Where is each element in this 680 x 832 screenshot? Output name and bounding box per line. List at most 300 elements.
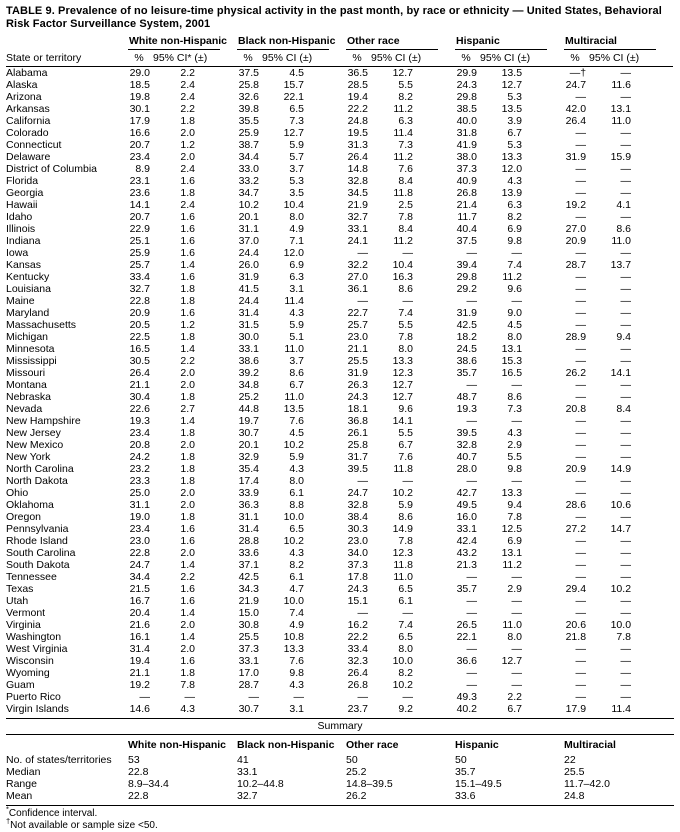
summary-value: 25.5 <box>564 766 585 778</box>
summary-value: 11.7–42.0 <box>564 778 610 790</box>
table-title: TABLE 9. Prevalence of no leisure-time physical activity in the past month, by race or ethnicity — United States, Behavioral Risk Factor Surveillance System, 2001 <box>6 5 662 30</box>
table-row <box>6 199 673 211</box>
percent-value: — <box>575 175 587 187</box>
ci-value: — <box>620 607 632 619</box>
ci-value: 2.2 <box>180 67 195 79</box>
table-row <box>6 523 673 535</box>
percent-value: 17.9 <box>129 115 150 127</box>
ci-value: 5.9 <box>289 139 305 151</box>
ci-value: 1.4 <box>180 343 195 355</box>
percent-value: 19.4 <box>347 91 369 103</box>
ci-value: 3.9 <box>507 115 523 127</box>
percent-value: 26.4 <box>347 667 369 679</box>
footnote-confidence-interval <box>6 804 674 820</box>
ci-value: 15.9 <box>610 151 632 163</box>
ci-value: 11.8 <box>393 463 414 475</box>
ci-value: 15.3 <box>501 355 523 367</box>
percent-value: 19.3 <box>129 415 150 427</box>
footnotes <box>6 804 674 832</box>
ci-value: 1.6 <box>180 595 195 607</box>
summary-table <box>6 737 673 802</box>
percent-value: 19.8 <box>129 91 150 103</box>
ci-value: 16.3 <box>392 271 414 283</box>
summary-section-label: Summary <box>6 718 674 735</box>
percent-value: 24.7 <box>129 559 150 571</box>
ci-value: 11.0 <box>284 343 305 355</box>
percent-value: 42.7 <box>456 487 478 499</box>
ci-value: 5.9 <box>289 319 305 331</box>
percent-value: — <box>575 271 587 283</box>
percent-value: 20.5 <box>129 319 150 331</box>
ci-value: 11.8 <box>393 559 414 571</box>
percent-value: 25.1 <box>129 235 150 247</box>
percent-value: 24.8 <box>347 115 369 127</box>
group-header-other-race <box>346 35 455 50</box>
ci-value: 8.4 <box>616 403 632 415</box>
table-row <box>6 355 673 367</box>
ci-value: — <box>620 427 632 439</box>
ci-value: 7.4 <box>289 607 305 619</box>
summary-row <box>6 754 673 766</box>
percent-value: 23.0 <box>347 535 369 547</box>
ci-value: — <box>511 571 523 583</box>
percent-value: 24.7 <box>347 487 369 499</box>
percent-value: 19.0 <box>129 511 150 523</box>
table-row <box>6 619 673 631</box>
percent-value: 20.9 <box>565 463 587 475</box>
percent-value: 16.5 <box>129 343 150 355</box>
summary-value: 33.1 <box>237 766 258 778</box>
ci-value: 8.6 <box>616 223 632 235</box>
ci-value: — <box>620 67 632 79</box>
ci-value: 12.3 <box>392 547 414 559</box>
group-header-label: White non-Hispanic <box>128 35 220 50</box>
percent-value: 21.1 <box>347 343 369 355</box>
percent-value: — <box>575 427 587 439</box>
ci-value: 5.5 <box>398 79 414 91</box>
state-name: Vermont <box>6 607 46 619</box>
percent-value: — <box>575 607 587 619</box>
ci-value: 4.1 <box>616 199 632 211</box>
ci-value: 1.4 <box>180 415 195 427</box>
table-row <box>6 139 673 151</box>
percent-value: — <box>575 667 587 679</box>
ci-value: — <box>620 343 632 355</box>
ci-value: 14.9 <box>610 463 632 475</box>
summary-value: 24.8 <box>564 790 585 802</box>
ci-value: — <box>620 391 632 403</box>
ci-value: — <box>620 643 632 655</box>
percent-value: 20.1 <box>238 211 259 223</box>
state-name: Wisconsin <box>6 655 54 667</box>
ci-value: 13.3 <box>501 151 523 163</box>
state-name: Colorado <box>6 127 49 139</box>
table-row <box>6 667 673 679</box>
ci-value: 15.7 <box>283 79 305 91</box>
ci-value: 2.4 <box>180 199 195 211</box>
ci-value: — <box>620 667 632 679</box>
state-name: Guam <box>6 679 35 691</box>
percent-value: 31.4 <box>238 307 259 319</box>
state-name: District of Columbia <box>6 163 98 175</box>
state-name: Massachusetts <box>6 319 77 331</box>
ci-value: 13.3 <box>283 643 305 655</box>
table-row <box>6 367 673 379</box>
ci-value: 4.3 <box>180 703 195 715</box>
ci-value: 12.7 <box>501 655 523 667</box>
percent-value: 33.2 <box>238 175 259 187</box>
table-row <box>6 583 673 595</box>
percent-value: 32.7 <box>347 211 369 223</box>
state-name: West Virginia <box>6 643 68 655</box>
percent-value: 34.4 <box>129 571 150 583</box>
ci-value: 1.4 <box>180 607 195 619</box>
percent-value: 29.9 <box>456 67 478 79</box>
percent-value: 37.0 <box>238 235 259 247</box>
ci-value: 9.6 <box>507 283 523 295</box>
percent-value: 21.9 <box>347 199 369 211</box>
percent-value: 20.7 <box>129 211 150 223</box>
column-header-row <box>6 50 673 67</box>
ci-value: 10.4 <box>283 199 305 211</box>
ci-value: — <box>620 271 632 283</box>
ci-value: 2.2 <box>180 103 195 115</box>
ci-value: — <box>620 247 632 259</box>
ci-value: 13.9 <box>501 187 523 199</box>
percent-value: 23.4 <box>129 427 150 439</box>
ci-value: 13.7 <box>610 259 632 271</box>
state-name: Pennsylvania <box>6 523 69 535</box>
state-name: Mississippi <box>6 355 57 367</box>
state-name: Washington <box>6 631 62 643</box>
ci-value: 12.7 <box>392 67 414 79</box>
percent-value: 32.3 <box>347 655 369 667</box>
footnote-marker: * <box>6 804 9 814</box>
percent-value: — <box>575 319 587 331</box>
ci-value: — <box>620 595 632 607</box>
percent-value: 16.1 <box>129 631 150 643</box>
ci-value: 14.7 <box>610 523 632 535</box>
percent-value: 24.3 <box>347 391 369 403</box>
percent-value: — <box>575 691 587 703</box>
table-row <box>6 187 673 199</box>
percent-value: 36.3 <box>238 499 259 511</box>
ci-value: — <box>620 163 632 175</box>
percent-value: 22.5 <box>129 331 150 343</box>
percent-value: 28.7 <box>565 259 587 271</box>
percent-value: — <box>575 163 587 175</box>
percent-value: — <box>575 211 587 223</box>
ci-column-header: 95% CI (±) <box>586 50 673 67</box>
table-row <box>6 379 673 391</box>
state-name: Virgin Islands <box>6 703 69 715</box>
percent-value: 22.8 <box>129 547 150 559</box>
percent-value: 18.2 <box>456 331 478 343</box>
percent-value: 38.6 <box>456 355 478 367</box>
ci-value: 12.5 <box>501 523 523 535</box>
ci-value: 2.4 <box>180 91 195 103</box>
ci-value: 6.5 <box>289 523 305 535</box>
table-row <box>6 307 673 319</box>
percent-value: 18.1 <box>347 403 369 415</box>
percent-value: — <box>575 247 587 259</box>
table-row <box>6 259 673 271</box>
ci-value: 2.4 <box>180 79 195 91</box>
ci-value: 8.2 <box>289 559 305 571</box>
footnote-not-available <box>6 816 674 832</box>
ci-value: 13.1 <box>610 103 632 115</box>
table-row <box>6 211 673 223</box>
state-name: Idaho <box>6 211 33 223</box>
percent-value: 21.8 <box>565 631 587 643</box>
ci-value: 10.2 <box>392 487 414 499</box>
percent-value: 36.1 <box>347 283 369 295</box>
percent-value: 19.3 <box>456 403 478 415</box>
percent-value: 28.9 <box>565 331 587 343</box>
percent-value: 37.3 <box>347 559 369 571</box>
percent-value: 23.3 <box>129 475 150 487</box>
percent-value: 33.1 <box>238 655 259 667</box>
percent-value: 29.8 <box>456 91 478 103</box>
state-name: North Carolina <box>6 463 74 475</box>
percent-value: 32.2 <box>347 259 369 271</box>
ci-value: 6.7 <box>507 127 523 139</box>
percent-value: 25.7 <box>347 319 369 331</box>
summary-group-header-hispanic: Hispanic <box>455 739 499 751</box>
percent-value: — <box>575 475 587 487</box>
percent-value: —† <box>569 67 587 79</box>
percent-value: 21.5 <box>129 583 150 595</box>
ci-value: 8.6 <box>507 391 523 403</box>
percent-value: 23.4 <box>129 151 150 163</box>
percent-value: 34.4 <box>238 151 259 163</box>
percent-value: 39.8 <box>238 103 259 115</box>
ci-value: — <box>620 379 632 391</box>
ci-value: 2.0 <box>180 619 195 631</box>
percent-value: 40.0 <box>456 115 478 127</box>
summary-value: 50 <box>346 754 358 766</box>
ci-value: 10.8 <box>283 631 305 643</box>
percent-value: — <box>575 127 587 139</box>
ci-value: 5.7 <box>289 151 305 163</box>
ci-value: — <box>511 379 523 391</box>
percent-value: 29.4 <box>565 583 587 595</box>
percent-value: 33.9 <box>238 487 259 499</box>
ci-value: 3.7 <box>289 163 305 175</box>
table-row <box>6 535 673 547</box>
table-row <box>6 691 673 703</box>
percent-value: 21.4 <box>456 199 478 211</box>
percent-value: 26.2 <box>565 367 587 379</box>
ci-value: 5.9 <box>398 499 414 511</box>
footnote-text: Confidence interval. <box>8 808 98 819</box>
ci-value: 5.5 <box>398 319 414 331</box>
ci-value: 12.3 <box>392 367 414 379</box>
ci-value: 7.4 <box>507 259 523 271</box>
percent-value: 22.2 <box>347 103 369 115</box>
table-row <box>6 499 673 511</box>
state-name: Puerto Rico <box>6 691 61 703</box>
table-row <box>6 439 673 451</box>
percent-column-header: % <box>237 50 259 67</box>
percent-value: 35.5 <box>238 115 259 127</box>
percent-value: 39.2 <box>238 367 259 379</box>
percent-value: — <box>139 691 150 703</box>
percent-value: 25.5 <box>347 355 369 367</box>
percent-value: — <box>357 295 369 307</box>
ci-value: 1.6 <box>180 247 195 259</box>
table-body <box>6 67 673 716</box>
ci-value: 11.2 <box>393 235 414 247</box>
ci-value: 10.2 <box>392 679 414 691</box>
percent-value: 31.4 <box>238 523 259 535</box>
ci-value: 8.0 <box>507 331 523 343</box>
percent-value: 36.8 <box>347 415 369 427</box>
ci-value: 10.0 <box>610 619 632 631</box>
ci-value: 13.1 <box>501 547 523 559</box>
ci-value: — <box>620 655 632 667</box>
state-name: Oklahoma <box>6 499 54 511</box>
percent-value: 24.2 <box>129 451 150 463</box>
percent-value: — <box>575 439 587 451</box>
percent-value: 16.2 <box>347 619 369 631</box>
summary-row <box>6 766 673 778</box>
percent-value: 39.5 <box>347 463 369 475</box>
ci-value: — <box>184 691 195 703</box>
percent-value: 25.9 <box>238 127 259 139</box>
ci-value: 2.0 <box>180 547 195 559</box>
percent-value: 30.8 <box>238 619 259 631</box>
group-header-black-non-hispanic <box>237 35 346 50</box>
ci-value: 4.3 <box>507 427 523 439</box>
percent-value: — <box>575 91 587 103</box>
state-name: Rhode Island <box>6 535 68 547</box>
ci-value: 11.4 <box>611 703 632 715</box>
percent-value: — <box>575 343 587 355</box>
percent-value: 30.0 <box>238 331 259 343</box>
ci-value: 4.3 <box>289 547 305 559</box>
ci-value: 2.0 <box>180 487 195 499</box>
ci-value: 1.6 <box>180 235 195 247</box>
percent-value: 41.9 <box>456 139 478 151</box>
ci-value: — <box>620 295 632 307</box>
state-name: New Jersey <box>6 427 61 439</box>
ci-value: 9.2 <box>398 703 414 715</box>
ci-value: 1.8 <box>180 511 195 523</box>
state-name: Ohio <box>6 487 29 499</box>
ci-value: 4.9 <box>289 619 305 631</box>
percent-value: 35.7 <box>456 583 478 595</box>
state-name: South Dakota <box>6 559 70 571</box>
percent-value: — <box>575 295 587 307</box>
percent-value: 27.2 <box>565 523 587 535</box>
percent-value: 37.3 <box>238 643 259 655</box>
state-name: Oregon <box>6 511 42 523</box>
ci-value: 7.3 <box>289 115 305 127</box>
state-name: Missouri <box>6 367 46 379</box>
table-row <box>6 163 673 175</box>
ci-value: — <box>620 127 632 139</box>
ci-value: 1.8 <box>180 331 195 343</box>
percent-value: 36.5 <box>347 67 369 79</box>
percent-value: 38.7 <box>238 139 259 151</box>
percent-value: 21.1 <box>129 379 150 391</box>
group-header-white-non-hispanic <box>128 35 237 50</box>
percent-value: — <box>575 283 587 295</box>
percent-value: 17.9 <box>565 703 587 715</box>
percent-value: 20.8 <box>565 403 587 415</box>
ci-value: — <box>293 691 305 703</box>
ci-value: 12.7 <box>392 379 414 391</box>
ci-value: 8.2 <box>398 667 414 679</box>
percent-value: 23.0 <box>347 331 369 343</box>
state-name: Arizona <box>6 91 42 103</box>
percent-value: 26.1 <box>347 427 369 439</box>
state-name: Arkansas <box>6 103 50 115</box>
state-name: Minnesota <box>6 343 55 355</box>
ci-value: 6.1 <box>289 571 305 583</box>
ci-value: 2.9 <box>507 583 523 595</box>
group-header-label: Other race <box>346 35 438 50</box>
state-name: Florida <box>6 175 39 187</box>
ci-value: 2.2 <box>180 571 195 583</box>
state-name: Texas <box>6 583 34 595</box>
percent-value: 35.4 <box>238 463 259 475</box>
table-row <box>6 451 673 463</box>
percent-value: — <box>575 511 587 523</box>
summary-value: 14.8–39.5 <box>346 778 393 790</box>
percent-value: — <box>575 535 587 547</box>
ci-value: 12.7 <box>501 79 523 91</box>
percent-value: 19.2 <box>129 679 150 691</box>
ci-value: 13.5 <box>501 67 523 79</box>
percent-value: 18.5 <box>129 79 150 91</box>
table-row <box>6 283 673 295</box>
ci-value: 5.3 <box>289 175 305 187</box>
percent-value: — <box>575 679 587 691</box>
percent-value: 34.7 <box>238 187 259 199</box>
ci-value: 10.0 <box>392 655 414 667</box>
ci-value: 13.5 <box>283 403 305 415</box>
percent-value: 21.6 <box>129 619 150 631</box>
ci-value: 11.0 <box>611 115 632 127</box>
ci-value: 2.5 <box>398 199 414 211</box>
ci-value: — <box>511 607 523 619</box>
percent-value: 40.9 <box>456 175 478 187</box>
ci-value: 6.1 <box>398 595 414 607</box>
state-name: Maine <box>6 295 35 307</box>
ci-value: 1.8 <box>180 187 195 199</box>
table-row <box>6 427 673 439</box>
ci-value: 6.5 <box>289 103 305 115</box>
ci-value: 14.9 <box>392 523 414 535</box>
ci-column-header: 95% CI (±) <box>259 50 346 67</box>
ci-value: 6.3 <box>507 199 523 211</box>
percent-value: 20.9 <box>565 235 587 247</box>
percent-value: 24.5 <box>456 343 478 355</box>
ci-value: 2.7 <box>180 403 195 415</box>
state-name: Tennessee <box>6 571 57 583</box>
ci-value: 4.9 <box>289 223 305 235</box>
ci-value: — <box>511 415 523 427</box>
ci-value: 2.2 <box>180 355 195 367</box>
percent-value: 20.8 <box>129 439 150 451</box>
state-name: Nevada <box>6 403 43 415</box>
ci-value: 5.3 <box>507 139 523 151</box>
summary-value: 32.7 <box>237 790 258 802</box>
ci-value: — <box>620 283 632 295</box>
percent-value: 25.7 <box>129 259 150 271</box>
